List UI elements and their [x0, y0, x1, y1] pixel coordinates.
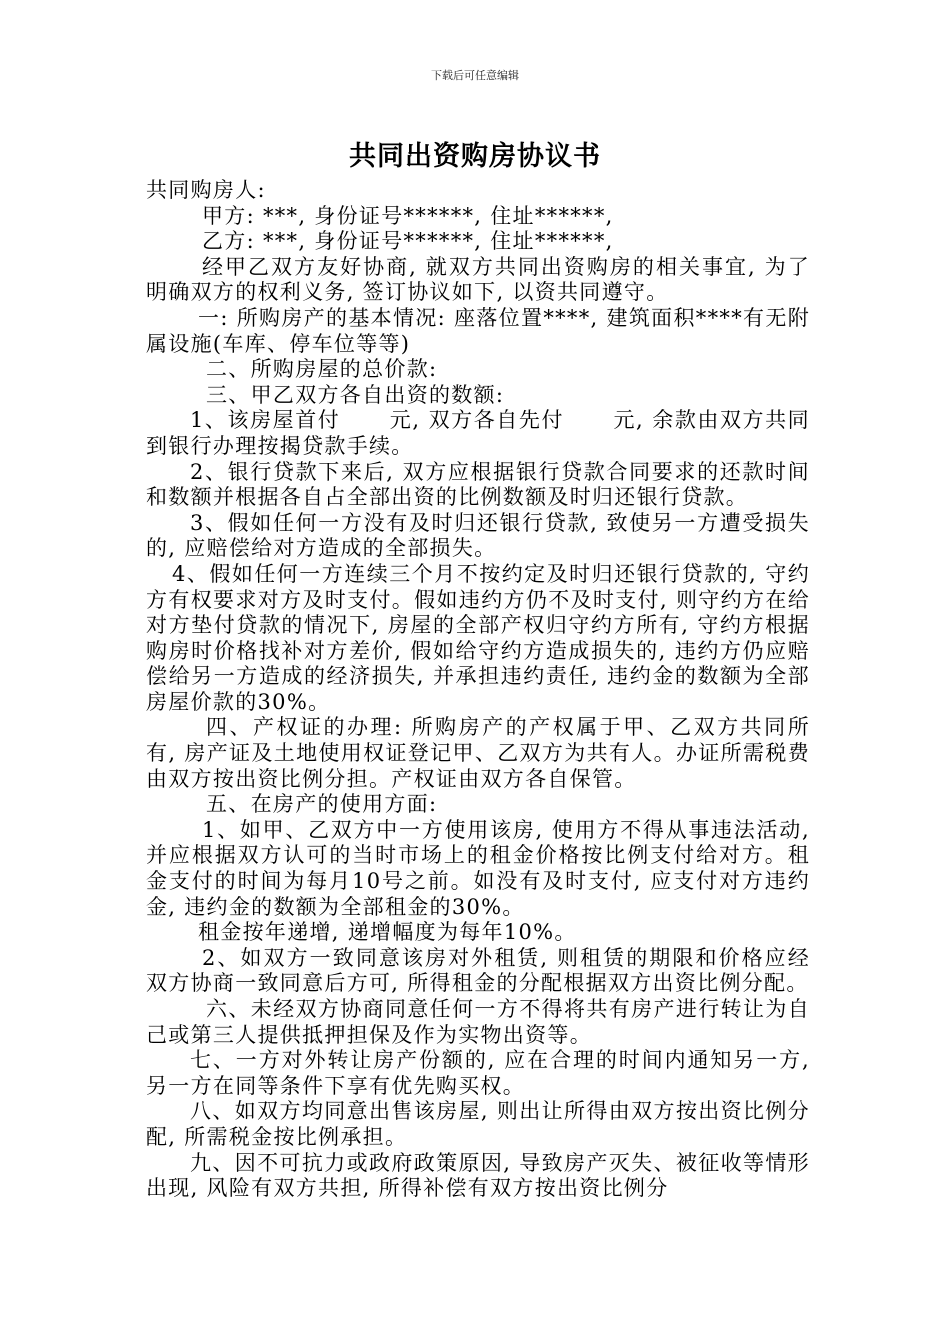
document-title: 共同出资购房协议书 [349, 141, 601, 172]
paragraph: 1、如甲、乙双方中一方使用该房, 使用方不得从事违法活动, 并应根据双方认可的当时市场上的租金价格按比例支付给对方。租金支付的时间为每月10号之前。如没有及时支付, 应支付对方违约金, 违约金的数额为全部租金的30%。 [146, 817, 818, 919]
paragraph: 乙方: ***, 身份证号******, 住址******, [202, 229, 614, 254]
paragraph: 七、一方对外转让房产份额的, 应在合理的时间内通知另一方, 另一方在同等条件下享有优先购买权。 [146, 1048, 818, 1098]
paragraph: 2、银行贷款下来后, 双方应根据银行贷款合同要求的还款时间和数额并根据各自占全部出资的比例数额及时归还银行贷款。 [146, 459, 810, 510]
paragraph: 六、未经双方协商同意任何一方不得将共有房产进行转让为自己或第三人提供抵押担保及作为实物出资等。 [146, 997, 810, 1047]
paragraph: 4、假如任何一方连续三个月不按约定及时归还银行贷款的, 守约方有权要求对方及时支付。假如违约方仍不及时支付, 则守约方在给对方垫付贷款的情况下, 房屋的全部产权归守约方所有, 守约方根据购房时价格找补对方差价, 假如给守约方造成损失的, 违约方仍应赔偿给另一方造成的经济损失, 并承担违约责任, 违约金的数额为全部房屋价款的30%。 [146, 561, 810, 714]
document-body [146, 178, 818, 1202]
paragraph: 经甲乙双方友好协商, 就双方共同出资购房的相关事宜, 为了明确双方的权利义务, 签订协议如下, 以资共同遵守。 [146, 254, 810, 305]
paragraph: 1、该房屋首付 元, 双方各自先付 元, 余款由双方共同到银行办理按揭贷款手续。 [146, 408, 810, 458]
paragraph: 八、如双方均同意出售该房屋, 则出让所得由双方按出资比例分配, 所需税金按比例承担。 [146, 1099, 810, 1149]
paragraph: 3、假如任何一方没有及时归还银行贷款, 致使另一方遭受损失的, 应赔偿给对方造成的全部损失。 [146, 510, 810, 561]
paragraph: 甲方: ***, 身份证号******, 住址******, [202, 203, 614, 228]
paragraph: 二、所购房屋的总价款: [206, 357, 438, 382]
paragraph: 租金按年递增, 递增幅度为每年10%。 [198, 920, 577, 945]
paragraph: 五、在房产的使用方面: [206, 792, 438, 817]
page-header-note: 下载后可任意编辑 [431, 69, 519, 82]
paragraph: 共同购房人: [146, 178, 266, 202]
paragraph: 三、甲乙双方各自出资的数额: [206, 382, 505, 407]
paragraph: 一: 所购房产的基本情况: 座落位置****, 建筑面积****有无附属设施(车库、停车位等等) [146, 305, 810, 356]
paragraph: 2、如双方一致同意该房对外租赁, 则租赁的期限和价格应经双方协商一致同意后方可, 所得租金的分配根据双方出资比例分配。 [146, 945, 810, 996]
paragraph: 四、产权证的办理: 所购房产的产权属于甲、乙双方共同所有, 房产证及土地使用权证登记甲、乙双方为共有人。办证所需税费由双方按出资比例分担。产权证由双方各自保管。 [146, 715, 810, 791]
paragraph: 九、因不可抗力或政府政策原因, 导致房产灭失、被征收等情形出现, 风险有双方共担, 所得补偿有双方按出资比例分 [146, 1150, 810, 1201]
